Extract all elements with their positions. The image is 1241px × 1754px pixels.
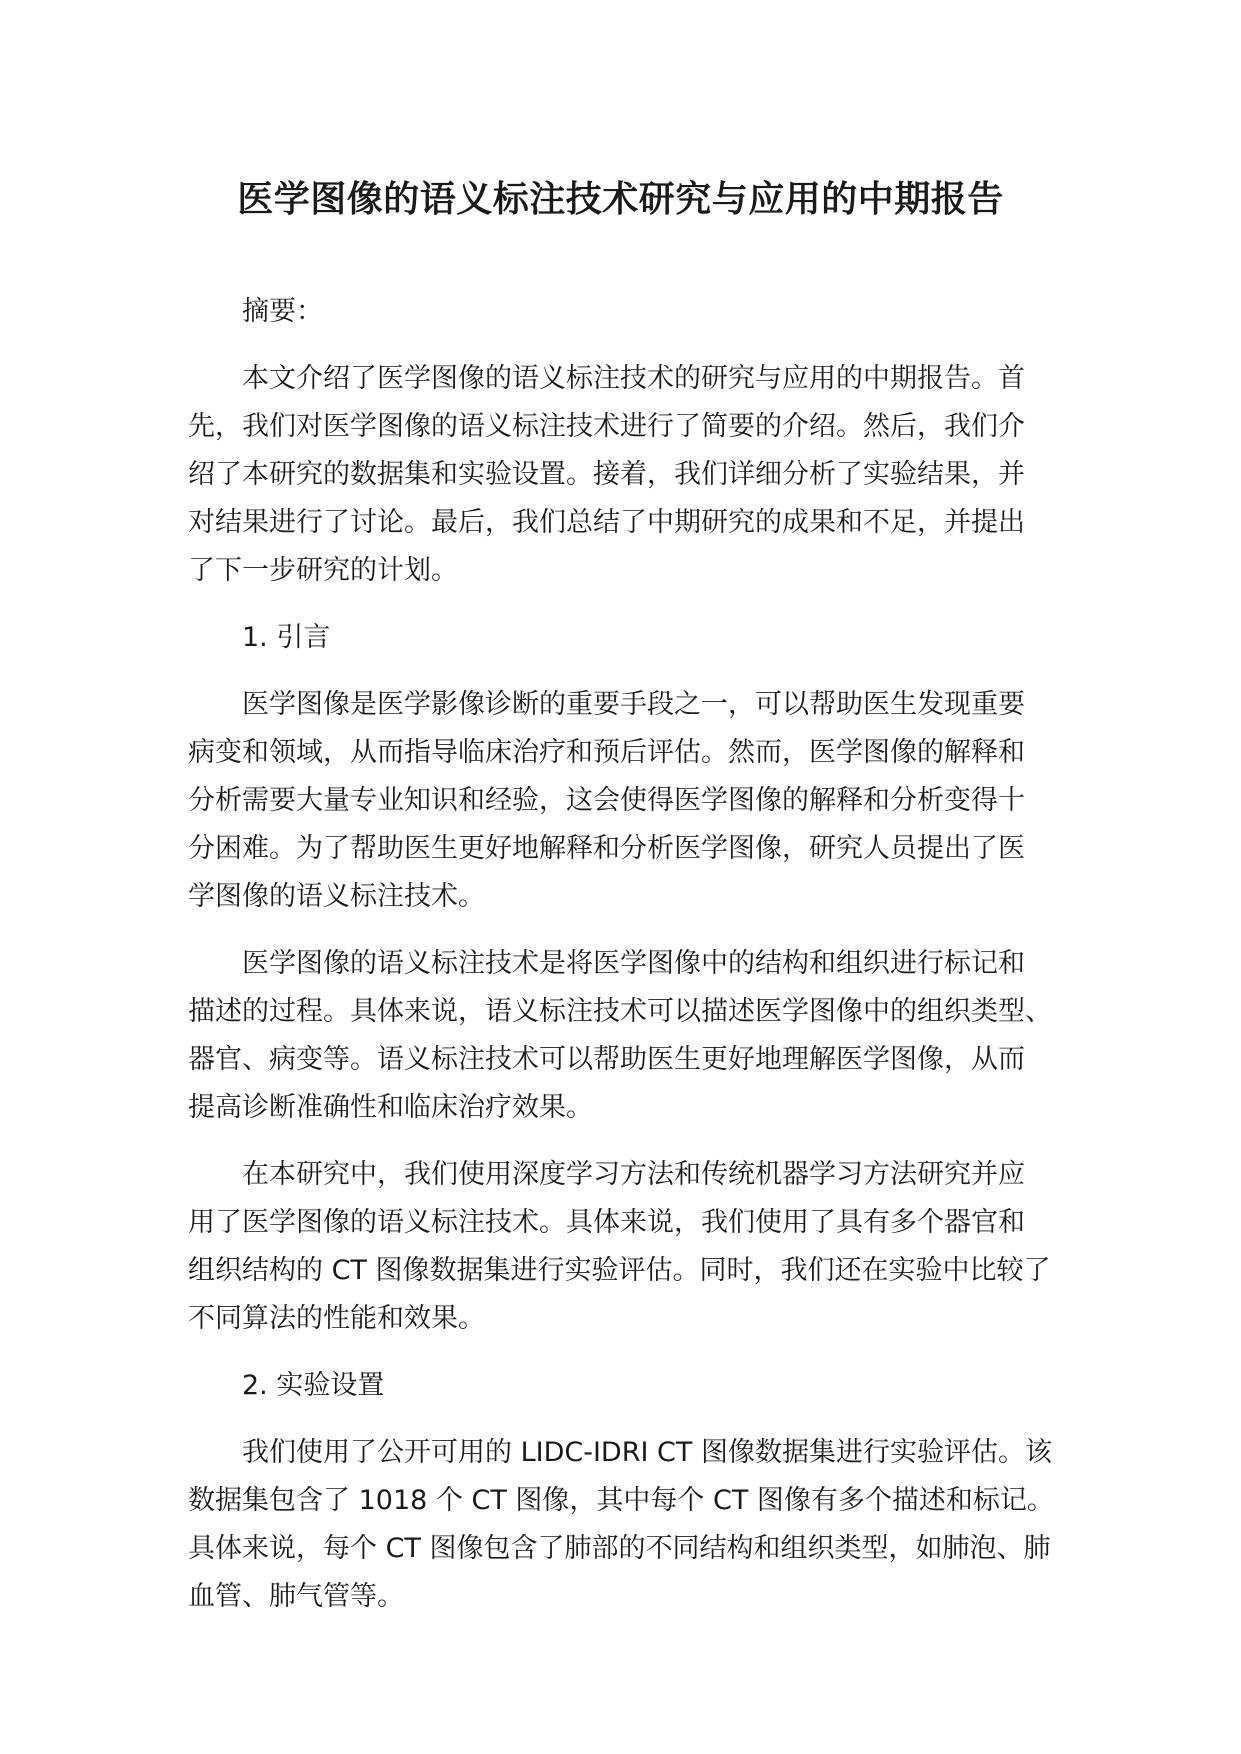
abstract-paragraph: [188, 355, 1068, 595]
introduction-paragraph-2: [188, 940, 1068, 1132]
text-line: 学图像的语义标注技术。: [188, 881, 485, 912]
text-line: 用了医学图像的语义标注技术。具体来说，我们使用了具有多个器官和: [188, 1207, 1025, 1238]
text-line: 医学图像是医学影像诊断的重要手段之一，可以帮助医生发现重要: [242, 689, 1025, 720]
text-line: 医学图像的语义标注技术是将医学图像中的结构和组织进行标记和: [242, 948, 1025, 979]
text-line: 病变和领域，从而指导临床治疗和预后评估。然而，医学图像的解释和: [188, 737, 1025, 768]
experiment-setup-paragraph-1: [188, 1429, 1068, 1621]
text-line: 器官、病变等。语义标注技术可以帮助医生更好地理解医学图像，从而: [188, 1044, 1025, 1075]
document-body: [188, 288, 1068, 1621]
text-line: 了下一步研究的计划。: [188, 555, 458, 586]
text-line: 组织结构的 CT 图像数据集进行实验评估。同时，我们还在实验中比较了: [188, 1255, 1051, 1286]
text-line: 不同算法的性能和效果。: [188, 1303, 485, 1334]
text-line: 血管、肺气管等。: [188, 1581, 404, 1612]
text-line: 在本研究中，我们使用深度学习方法和传统机器学习方法研究并应: [242, 1159, 1025, 1190]
section-heading-experiment-setup: 2. 实验设置: [242, 1370, 385, 1401]
text-line: 我们使用了公开可用的 LIDC-IDRI CT 图像数据集进行实验评估。该: [242, 1437, 1052, 1468]
introduction-paragraph-3: [188, 1151, 1068, 1343]
text-line: 本文介绍了医学图像的语义标注技术的研究与应用的中期报告。首: [242, 363, 1025, 394]
section-heading-introduction: 1. 引言: [242, 622, 331, 653]
text-line: 描述的过程。具体来说，语义标注技术可以描述医学图像中的组织类型、: [188, 996, 1052, 1027]
text-line: 对结果进行了讨论。最后，我们总结了中期研究的成果和不足，并提出: [188, 507, 1025, 538]
introduction-paragraph-1: [188, 681, 1068, 921]
text-line: 先，我们对医学图像的语义标注技术进行了简要的介绍。然后，我们介: [188, 411, 1025, 442]
text-line: 绍了本研究的数据集和实验设置。接着，我们详细分析了实验结果，并: [188, 459, 1025, 490]
text-line: 提高诊断准确性和临床治疗效果。: [188, 1092, 593, 1123]
document-title: 医学图像的语义标注技术研究与应用的中期报告: [237, 179, 1004, 220]
text-line: 分析需要大量专业知识和经验，这会使得医学图像的解释和分析变得十: [188, 785, 1025, 816]
text-line: 分困难。为了帮助医生更好地解释和分析医学图像，研究人员提出了医: [188, 833, 1025, 864]
text-line: 具体来说，每个 CT 图像包含了肺部的不同结构和组织类型，如肺泡、肺: [188, 1533, 1051, 1564]
abstract-heading: 摘要：: [242, 296, 323, 327]
text-line: 数据集包含了 1018 个 CT 图像，其中每个 CT 图像有多个描述和标记。: [188, 1485, 1054, 1516]
